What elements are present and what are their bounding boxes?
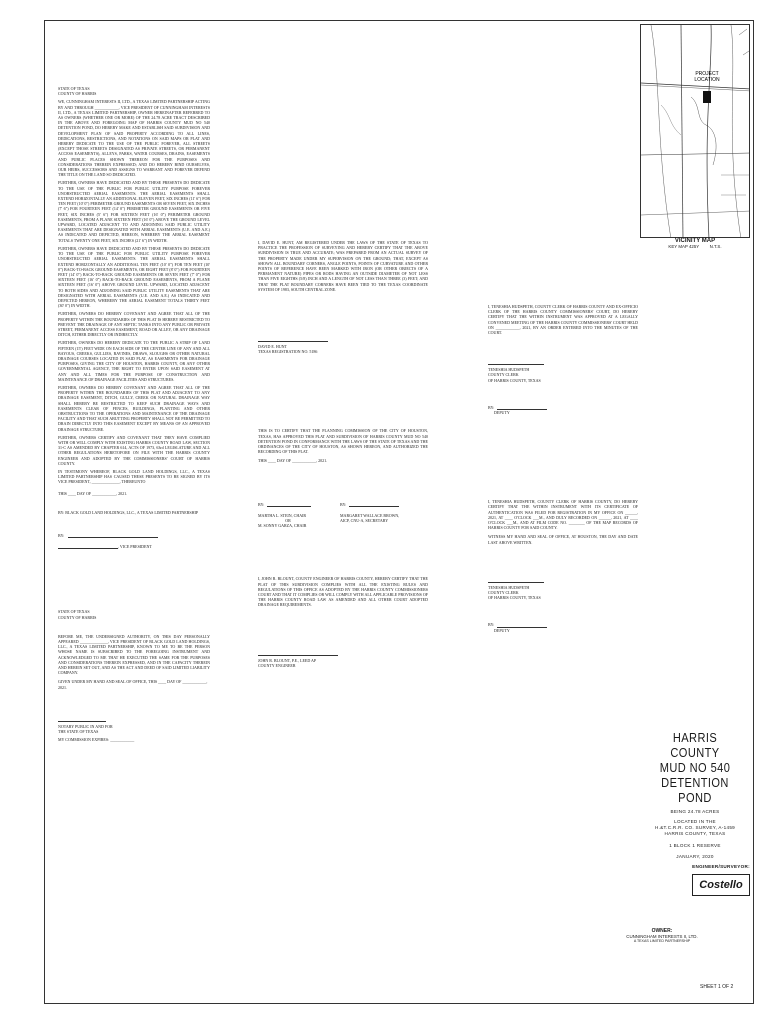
secretary-name: MARGARET WALLACE BROWN,: [340, 512, 400, 518]
chair-signature-line: [267, 505, 311, 507]
clerk-title: COUNTY CLERK: [488, 372, 519, 378]
reserve-label: 1 BLOCK 1 RESERVE: [669, 843, 721, 848]
clerk2-signature-line: [488, 581, 544, 583]
right-column: [488, 304, 638, 633]
located-label: LOCATED IN THE: [674, 819, 716, 824]
county-heading: COUNTY OF HARRIS: [58, 91, 97, 97]
drainage-dedication-paragraph: FURTHER, OWNERS DO HEREBY DEDICATE TO THE PUBLIC A STRIP OF LAND FIFTEEN (15') FEET WIDE ON EACH SIDE OF THE CENTER LINE OF ANY AND ALL BAYOUS, CREEKS, GULLIES, RAVINES, DRAWS, SLOUGHS OR OTHER NATURAL DRAINAGE COURSES LOCATED IN SAID PLAT, AS EASEMENTS FOR DRAINAGE PURPOSES, GIVING THE CITY OF HOUSTON, HARRIS COUNTY, OR ANY OTHER GOVERNMENTAL AGENCY, THE RIGHT TO ENTER UPON SAID EASEMENT AT ANY AND ALL TIMES FOR THE PURPOSE OF CONSTRUCTION AND MAINTENANCE OF DRAINAGE FACILITIES AND STRUCTURES.: [58, 340, 210, 382]
commission-line: MY COMMISSION EXPIRES: ____________: [58, 737, 135, 743]
engineer-surveyor-label: ENGINEER/SURVEYOR:: [692, 864, 750, 869]
filing-certificate: I, TENESHIA HUDSPETH, COUNTY CLERK OF HARRIS COUNTY, DO HEREBY CERTIFY THAT THE WITHIN INSTRUMENT WITH ITS CERTIFICATE OF AUTHENTICATION WAS FILED FOR REGISTRATION IN MY OFFICE ON ______, 2021, AT ____ O'CLOCK ___M., AND DULY RECORDED ON ______, 2021, AT ____ O'CLOCK ___M., AND AT FILM CODE NO. ________ OF THE MAP RECORDS OF HARRIS COUNTY FOR SAID COUNTY.: [488, 499, 638, 531]
planning-commission-certificate: THIS IS TO CERTIFY THAT THE PLANNING COMMISSION OF THE CITY OF HOUSTON, TEXAS, HAS APPROVED THIS PLAT AND SUBDIVISION OF HARRIS COUNTY MUD NO 540 DETENTION POND IN CONFORMANCE WITH THE LAWS OF THE STATE OF TEXAS AND THE ORDINANCES OF THE CITY OF HOUSTON, AS SHOWN HEREON, AND AUTHORIZED THE RECORDING OF THIS PLAT.: [258, 428, 428, 455]
owner-date-line: THIS ____ DAY OF ____________, 2021.: [58, 490, 128, 496]
engineer-name: JOHN R. BLOUNT, P.E., LEED AP: [258, 657, 317, 663]
title-line-1: HARRIS COUNTY: [670, 730, 720, 760]
by-label-clerk: BY:: [488, 404, 495, 410]
surveyor-name: DAVID E. HUNT: [258, 344, 287, 350]
clerk-name: TENESHIA HUDSPETH: [488, 367, 530, 373]
septic-restriction-paragraph: FURTHER, OWNERS DO HEREBY COVENANT AND AGREE THAT ALL OF THE PROPERTY WITHIN THE BOUNDARIES OF THIS PLAT IS HEREBY RESTRICTED TO PREVENT THE DRAINAGE OF ANY SEPTIC TANKS INTO ANY PUBLIC OR PRIVATE STREET, PERMANENT ACCESS EASEMENT, ROAD OR ALLEY, OR ANY DRAINAGE DITCH, EITHER DIRECTLY OR INDIRECTLY.: [58, 311, 210, 338]
clerk2-county: OF HARRIS COUNTY, TEXAS: [488, 595, 541, 601]
by-label-clerk2: BY:: [488, 622, 495, 628]
state-heading-2: STATE OF TEXAS: [58, 609, 90, 615]
notary-signature-line: [58, 720, 106, 722]
vicinity-map: [640, 24, 750, 238]
owner-type: A TEXAS LIMITED PARTNERSHIP: [633, 939, 691, 943]
surveyor-certificate: I, DAVID E. HUNT, AM REGISTERED UNDER THE LAWS OF THE STATE OF TEXAS TO PRACTICE THE PROFESSION OF SURVEYING AND HEREBY CERTIFY THAT THE ABOVE SUBDIVISION IS TRUE AND ACCURATE; WAS PREPARED FROM AN ACTUAL SURVEY OF THE PROPERTY MADE UNDER MY SUPERVISION ON THE GROUND; THAT, EXCEPT AS SHOWN ALL BOUNDARY CORNERS, ANGLE POINTS, POINTS OF CURVATURE AND OTHER POINTS OF REFERENCE HAVE BEEN MARKED WITH IRON (OR OTHER OBJECTS OF A PERMANENT NATURE) PIPES OR RODS HAVING AN OUTSIDE DIAMETER OF NOT LESS THAN FIVE EIGHTHS (5/8) INCH AND A LENGTH OF NOT LESS THAN THREE (3) FEET; AND THAT THE PLAT BOUNDARY CORNERS HAVE BEEN TIED TO THE TEXAS COORDINATE SYSTEM OF 1983, SOUTH CENTRAL ZONE.: [258, 240, 428, 292]
aerial-easement-paragraph-2: FURTHER, OWNERS HAVE DEDICATED AND BY THESE PRESENTS DO DEDICATE TO THE USE OF THE PUBLIC FOR PUBLIC UTILITY PURPOSE FOREVER UNOBSTRUCTED AERIAL EASEMENTS. THE AERIAL EASEMENTS SHALL EXTEND HORIZONTALLY AN ADDITIONAL TEN FEET (10' 0") FOR TEN FEET (10' 0") BACK-TO-BACK GROUND EASEMENTS, OR EIGHT FEET (8' 0") FOR FOURTEEN FEET (14' 0") BACK-TO-BACK GROUND EASEMENTS OR SEVEN FEET (7' 0") FOR SIXTEEN FEET (16' 0") BACK-TO-BACK GROUND EASEMENTS, FROM A PLANE SIXTEEN FEET (16' 0") ABOVE GROUND LEVEL UPWARD, LOCATED ADJACENT TO BOTH SIDES AND ADJOINING SAID PUBLIC UTILITY EASEMENTS THAT ARE DESIGNATED WITH AERIAL EASEMENTS (U.E. AND A.E.) AS INDICATED AND DEPICTED HEREON, WHEREBY THE AERIAL EASEMENT TOTALS THIRTY FEET (30' 0") IN WIDTH.: [58, 245, 210, 309]
left-column: [58, 86, 210, 742]
title-block: [640, 730, 750, 870]
clerk2-name: TENESHIA HUDSPETH: [488, 584, 530, 590]
nts-label: N.T.S.: [709, 244, 722, 249]
signature-line: [68, 536, 158, 538]
county-label: HARRIS COUNTY, TEXAS: [664, 831, 726, 836]
vp-name-line: [58, 547, 118, 549]
owner-label: OWNER:: [651, 928, 673, 934]
acreage: BEING 24.78 ACRES: [670, 809, 720, 814]
survey-label: H.&T.C.R.R. CO. SURVEY, A-1459: [654, 825, 736, 830]
secretary-signature-line: [349, 505, 399, 507]
owner-block: [624, 928, 700, 943]
co-chair-name: M. SONNY GARZA, CHAIR: [258, 523, 307, 529]
engineer-signature-line: [258, 654, 338, 656]
clerk-county: OF HARRIS COUNTY, TEXAS: [488, 377, 541, 383]
commissioners-court-certificate: I, TENESHIA HUDSPETH, COUNTY CLERK OF HARRIS COUNTY AND EX-OFFICIO CLERK OF THE HARRIS COUNTY COMMISSIONERS' COURT, DO HEREBY CERTIFY THAT THE WITHIN INSTRUMENT WAS APPROVED AT A LEGALLY CONVENED MEETING OF THE HARRIS COUNTY COMMISSIONERS' COURT HELD ON ____________, 2021, BY AN ORDER ENTERED INTO THE MINUTES OF THE COURT.: [488, 304, 638, 336]
planning-date-line: THIS ____ DAY OF ____________, 2021.: [258, 458, 328, 464]
vp-label: , VICE PRESIDENT: [118, 544, 152, 550]
vicinity-caption: [640, 238, 750, 249]
costello-logo: Costello: [692, 874, 750, 896]
by-label-secretary: BY:: [340, 501, 347, 507]
key-map-label: KEY MAP 425Y: [668, 244, 700, 249]
county-heading-2: COUNTY OF HARRIS: [58, 614, 97, 620]
title-line-2: MUD NO 540: [659, 760, 731, 775]
by-label: BY:: [58, 533, 65, 539]
or-label: OR: [285, 518, 291, 524]
witness-line: WITNESS MY HAND AND SEAL OF OFFICE, AT HOUSTON, THE DAY AND DATE LAST ABOVE WRITTEN.: [488, 534, 638, 545]
surveyor-registration: TEXAS REGISTRATION NO. 5186: [258, 349, 318, 355]
owner-dedication-paragraph: WE, CUNNINGHAM INTERESTS II, LTD., A TEXAS LIMITED PARTNERSHIP ACTING BY AND THROUGH ____________, VICE PRESIDENT OF CUNNINGHAM INTERESTS II, LTD., A TEXAS LIMITED PARTNERSHIP, OWNER HEREINAFTER REFERRED TO AS OWNERS (WHETHER ONE OR MORE) OF THE 24.78 ACRE TRACT DESCRIBED IN THE ABOVE AND FOREGOING MAP OF HARRIS COUNTY MUD NO 540 DETENTION POND, DO HEREBY MAKE AND ESTABLISH SAID SUBDIVISION AND DEVELOPMENT PLAN OF SAID PROPERTY ACCORDING TO ALL LINES, DEDICATIONS, RESTRICTIONS, AND NOTATIONS ON SAID MAPS OR PLAT AND HEREBY DEDICATE TO THE USE OF THE PUBLIC FOREVER, ALL STREETS (EXCEPT THOSE STREETS DESIGNATED AS PRIVATE STREETS, OR PERMANENT ACCESS EASEMENTS), ALLEYS, PARKS, WATER COURSES, DRAINS, EASEMENTS AND PUBLIC PLACES SHOWN THEREON FOR THE PURPOSES AND CONSIDERATIONS THEREIN EXPRESSED; AND DO HEREBY BIND OURSELVES, OUR HEIRS, SUCCESSORS AND ASSIGNS TO WARRANT AND FOREVER DEFEND THE TITLE ON THE LAND SO DEDICATED.: [58, 99, 210, 178]
vicinity-map-drawing: [641, 25, 750, 238]
drainage-covenant-paragraph: FURTHER, OWNERS DO HEREBY COVENANT AND AGREE THAT ALL OF THE PROPERTY WITHIN THE BOUNDARIES OF THIS PLAT AND ADJACENT TO ANY DRAINAGE EASEMENT, DITCH, GULLY, CREEK OR NATURAL DRAINAGE WAY SHALL HEREBY BE RESTRICTED TO KEEP SUCH DRAINAGE WAYS AND EASEMENTS CLEAR OF FENCES, BUILDINGS, PLANTING AND OTHER OBSTRUCTIONS TO THE OPERATIONS AND MAINTENANCE OF THE DRAINAGE FACILITY AND THAT SUCH ABUTTING PROPERTY SHALL NOT BE PERMITTED TO DRAIN DIRECTLY INTO THIS EASEMENT EXCEPT BY MEANS OF AN APPROVED DRAINAGE STRUCTURE.: [58, 384, 210, 432]
project-location-label-2: LOCATION: [694, 77, 720, 83]
project-location-label-1: PROJECT: [695, 71, 719, 77]
vicinity-map-title: VICINITY MAP: [674, 238, 716, 244]
notary-line-1: NOTARY PUBLIC IN AND FOR: [58, 723, 113, 729]
aerial-easement-paragraph-1: FURTHER, OWNERS HAVE DEDICATED AND BY THESE PRESENTS DO DEDICATE TO THE USE OF THE PUBLIC FOR PUBLIC UTILITY PURPOSE FOREVER UNOBSTRUCTED AERIAL EASEMENTS. THE AERIAL EASEMENTS SHALL EXTEND HORIZONTALLY AN ADDITIONAL ELEVEN FEET, SIX INCHES (11' 6") FOR TEN FEET (10' 0") PERIMETER GROUND EASEMENTS OR SEVEN FEET, SIX INCHES (7' 6") FOR FOURTEEN FEET (14' 0") PERIMETER GROUND EASEMENTS OR FIVE FEET, SIX INCHES (5' 6") FOR SIXTEEN FEET (16' 0") PERIMETER GROUND EASEMENTS, FROM A PLANE SIXTEEN FEET (16' 0") ABOVE THE GROUND LEVEL UPWARD, LOCATED ADJACENT TO AND ADJOINING SAID PUBLIC UTILITY EASEMENTS THAT ARE DESIGNATED WITH AERIAL EASEMENTS (U.E. AND A.E.) AS INDICATED AND DEPICTED, HEREON, WHEREBY THE AERIAL EASEMENT TOTALS TWENTY ONE FEET, SIX INCHES (21' 6") IN WIDTH.: [58, 180, 210, 243]
notary-line-2: THE STATE OF TEXAS: [58, 729, 99, 735]
owner-name: CUNNINGHAM INTERESTS II, LTD.: [626, 934, 698, 939]
road-law-paragraph: FURTHER, OWNERS CERTIFY AND COVENANT THAT THEY HAVE COMPLIED WITH OR WILL COMPLY WITH EXISTING HARRIS COUNTY ROAD LAW, SECTION 31-C AS AMENDED BY CHAPTER 614, ACTS OF 1973, 63rd LEGISLATURE AND ALL OTHER REGULATIONS HERETOFORE ON FILE WITH THE HARRIS COUNTY ENGINEER AND ADOPTED BY THE COMMISSIONERS' COURT OF HARRIS COUNTY.: [58, 434, 210, 466]
middle-column: [258, 240, 428, 668]
testimony-paragraph: IN TESTIMONY WHEREOF, BLACK GOLD LAND HOLDINGS, LLC., A TEXAS LIMITED PARTNERSHIP HAS CAUSED THESE PRESENTS TO BE SIGNED BY ITS VICE PRESIDENT, ______________, THEREUNTO: [58, 469, 210, 485]
title-line-3: DETENTION POND: [661, 775, 729, 805]
clerk2-title: COUNTY CLERK: [488, 590, 519, 596]
county-engineer-certificate: I, JOHN R. BLOUNT, COUNTY ENGINEER OF HARRIS COUNTY, HEREBY CERTIFY THAT THE PLAT OF THIS SUBDIVISION COMPLIES WITH ALL THE EXISTING RULES AND REGULATIONS OF THIS OFFICE AS ADOPTED BY THE HARRIS COUNTY COMMISSIONERS COURT AND THAT IT COMPLIES OR WILL COMPLY WITH ALL APPLICABLE PROVISIONS OF THE HARRIS COUNTY ROAD LAW AS AMENDED AND ALL OTHER COURT ADOPTED DRAINAGE REQUIREMENTS.: [258, 576, 428, 608]
secretary-title: AICP, CNU-A, SECRETARY: [340, 518, 389, 524]
notary-paragraph: BEFORE ME, THE UNDERSIGNED AUTHORITY, ON THIS DAY PERSONALLY APPEARED ______________, VICE PRESIDENT OF BLACK GOLD LAND HOLDINGS, LLC., A TEXAS LIMITED PARTNERSHIP, KNOWN TO ME TO BE THE PERSON WHOSE NAME IS SUBSCRIBED TO THE FOREGOING INSTRUMENT AND ACKNOWLEDGED TO ME THAT HE EXECUTED THE SAME FOR THE PURPOSES AND CONSIDERATIONS THEREIN EXPRESSED, AND IN THE CAPACITY THEREIN AND HEREIN SET OUT, AND AS THE ACT AND DEED OF SAID LIMITED LIABILITY COMPANY.: [58, 633, 210, 676]
given-line: GIVEN UNDER MY HAND AND SEAL OF OFFICE, THIS ____ DAY OF ____________, 2021.: [58, 679, 208, 690]
state-heading: STATE OF TEXAS: [58, 86, 90, 91]
date-label: JANUARY, 2020: [676, 854, 714, 859]
company-signature-line: BY: BLACK GOLD LAND HOLDINGS, LLC., A TEXAS LIMITED PARTNERSHIP: [58, 509, 199, 515]
by-label-chair: BY:: [258, 501, 265, 507]
engineer-title: COUNTY ENGINEER: [258, 662, 296, 668]
deputy-label: DEPUTY: [494, 410, 510, 416]
chair-name: MARTHA L. STEIN, CHAIR: [258, 512, 307, 518]
clerk-signature-line: [488, 363, 544, 365]
surveyor-signature-line: [258, 340, 328, 342]
sheet-number: SHEET 1 OF 2: [700, 984, 734, 990]
deputy2-label: DEPUTY: [494, 627, 510, 633]
